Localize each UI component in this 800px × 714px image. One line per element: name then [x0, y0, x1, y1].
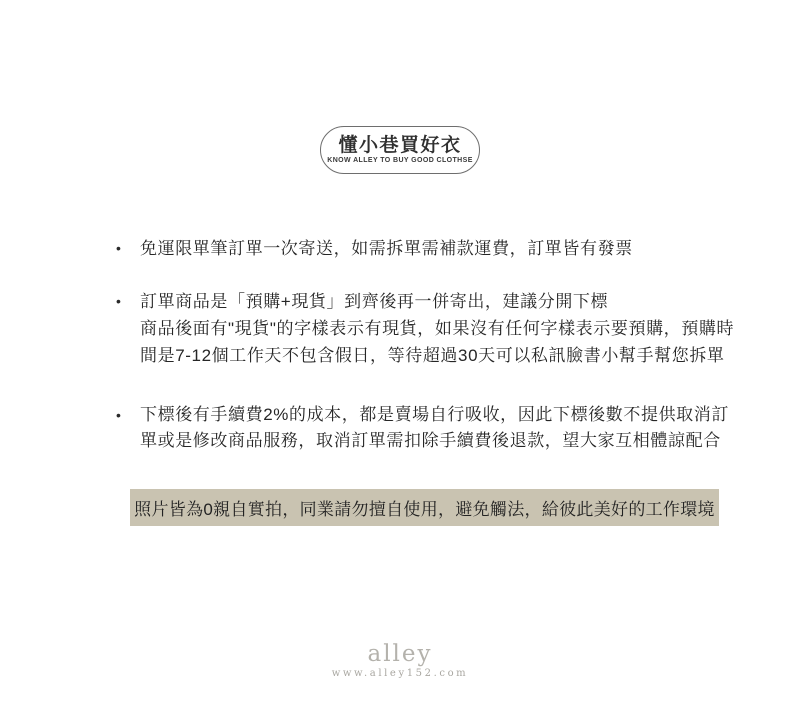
- policy-item-shipping: [116, 235, 736, 262]
- bullet-icon: •: [116, 407, 121, 423]
- policy-item-cancellation: [116, 402, 736, 454]
- bullet-icon: •: [116, 293, 121, 309]
- footer-brand-logo: alley: [367, 641, 433, 667]
- policy-text: [140, 235, 736, 262]
- policy-text: [140, 288, 736, 369]
- policy-line: 免運限單筆訂單一次寄送，如需拆單需補款運費，訂單皆有發票: [140, 239, 633, 258]
- policy-line: 商品後面有"現貨"的字樣表示有現貨，如果沒有任何字樣表示要預購，預購時: [140, 319, 735, 338]
- policy-item-preorder: [116, 288, 736, 369]
- photo-copyright-text: 照片皆為0親自實拍，同業請勿擅自使用，避免觸法，給彼此美好的工作環境: [134, 500, 715, 519]
- policy-line: 單或是修改商品服務，取消訂單需扣除手續費後退款，望大家互相體諒配合: [140, 431, 721, 450]
- bullet-icon: •: [116, 240, 121, 256]
- shop-logo-english-tagline: KNOW ALLEY TO BUY GOOD CLOTHSE: [327, 157, 473, 165]
- shop-logo-chinese-name: 懂小巷買好衣: [338, 134, 462, 156]
- shop-logo-badge: [320, 126, 480, 174]
- policy-text: [140, 402, 736, 454]
- policy-line: 訂單商品是「預購+現貨」到齊後再一併寄出，建議分開下標: [140, 292, 609, 311]
- policy-line: 間是7-12個工作天不包含假日，等待超過30天可以私訊臉書小幫手幫您拆單: [140, 346, 725, 365]
- policy-line: 下標後有手續費2%的成本，都是賣場自行吸收，因此下標後數不提供取消訂: [140, 405, 729, 424]
- photo-copyright-highlight-bar: [130, 489, 719, 526]
- footer-website-url: www.alley152.com: [331, 668, 469, 679]
